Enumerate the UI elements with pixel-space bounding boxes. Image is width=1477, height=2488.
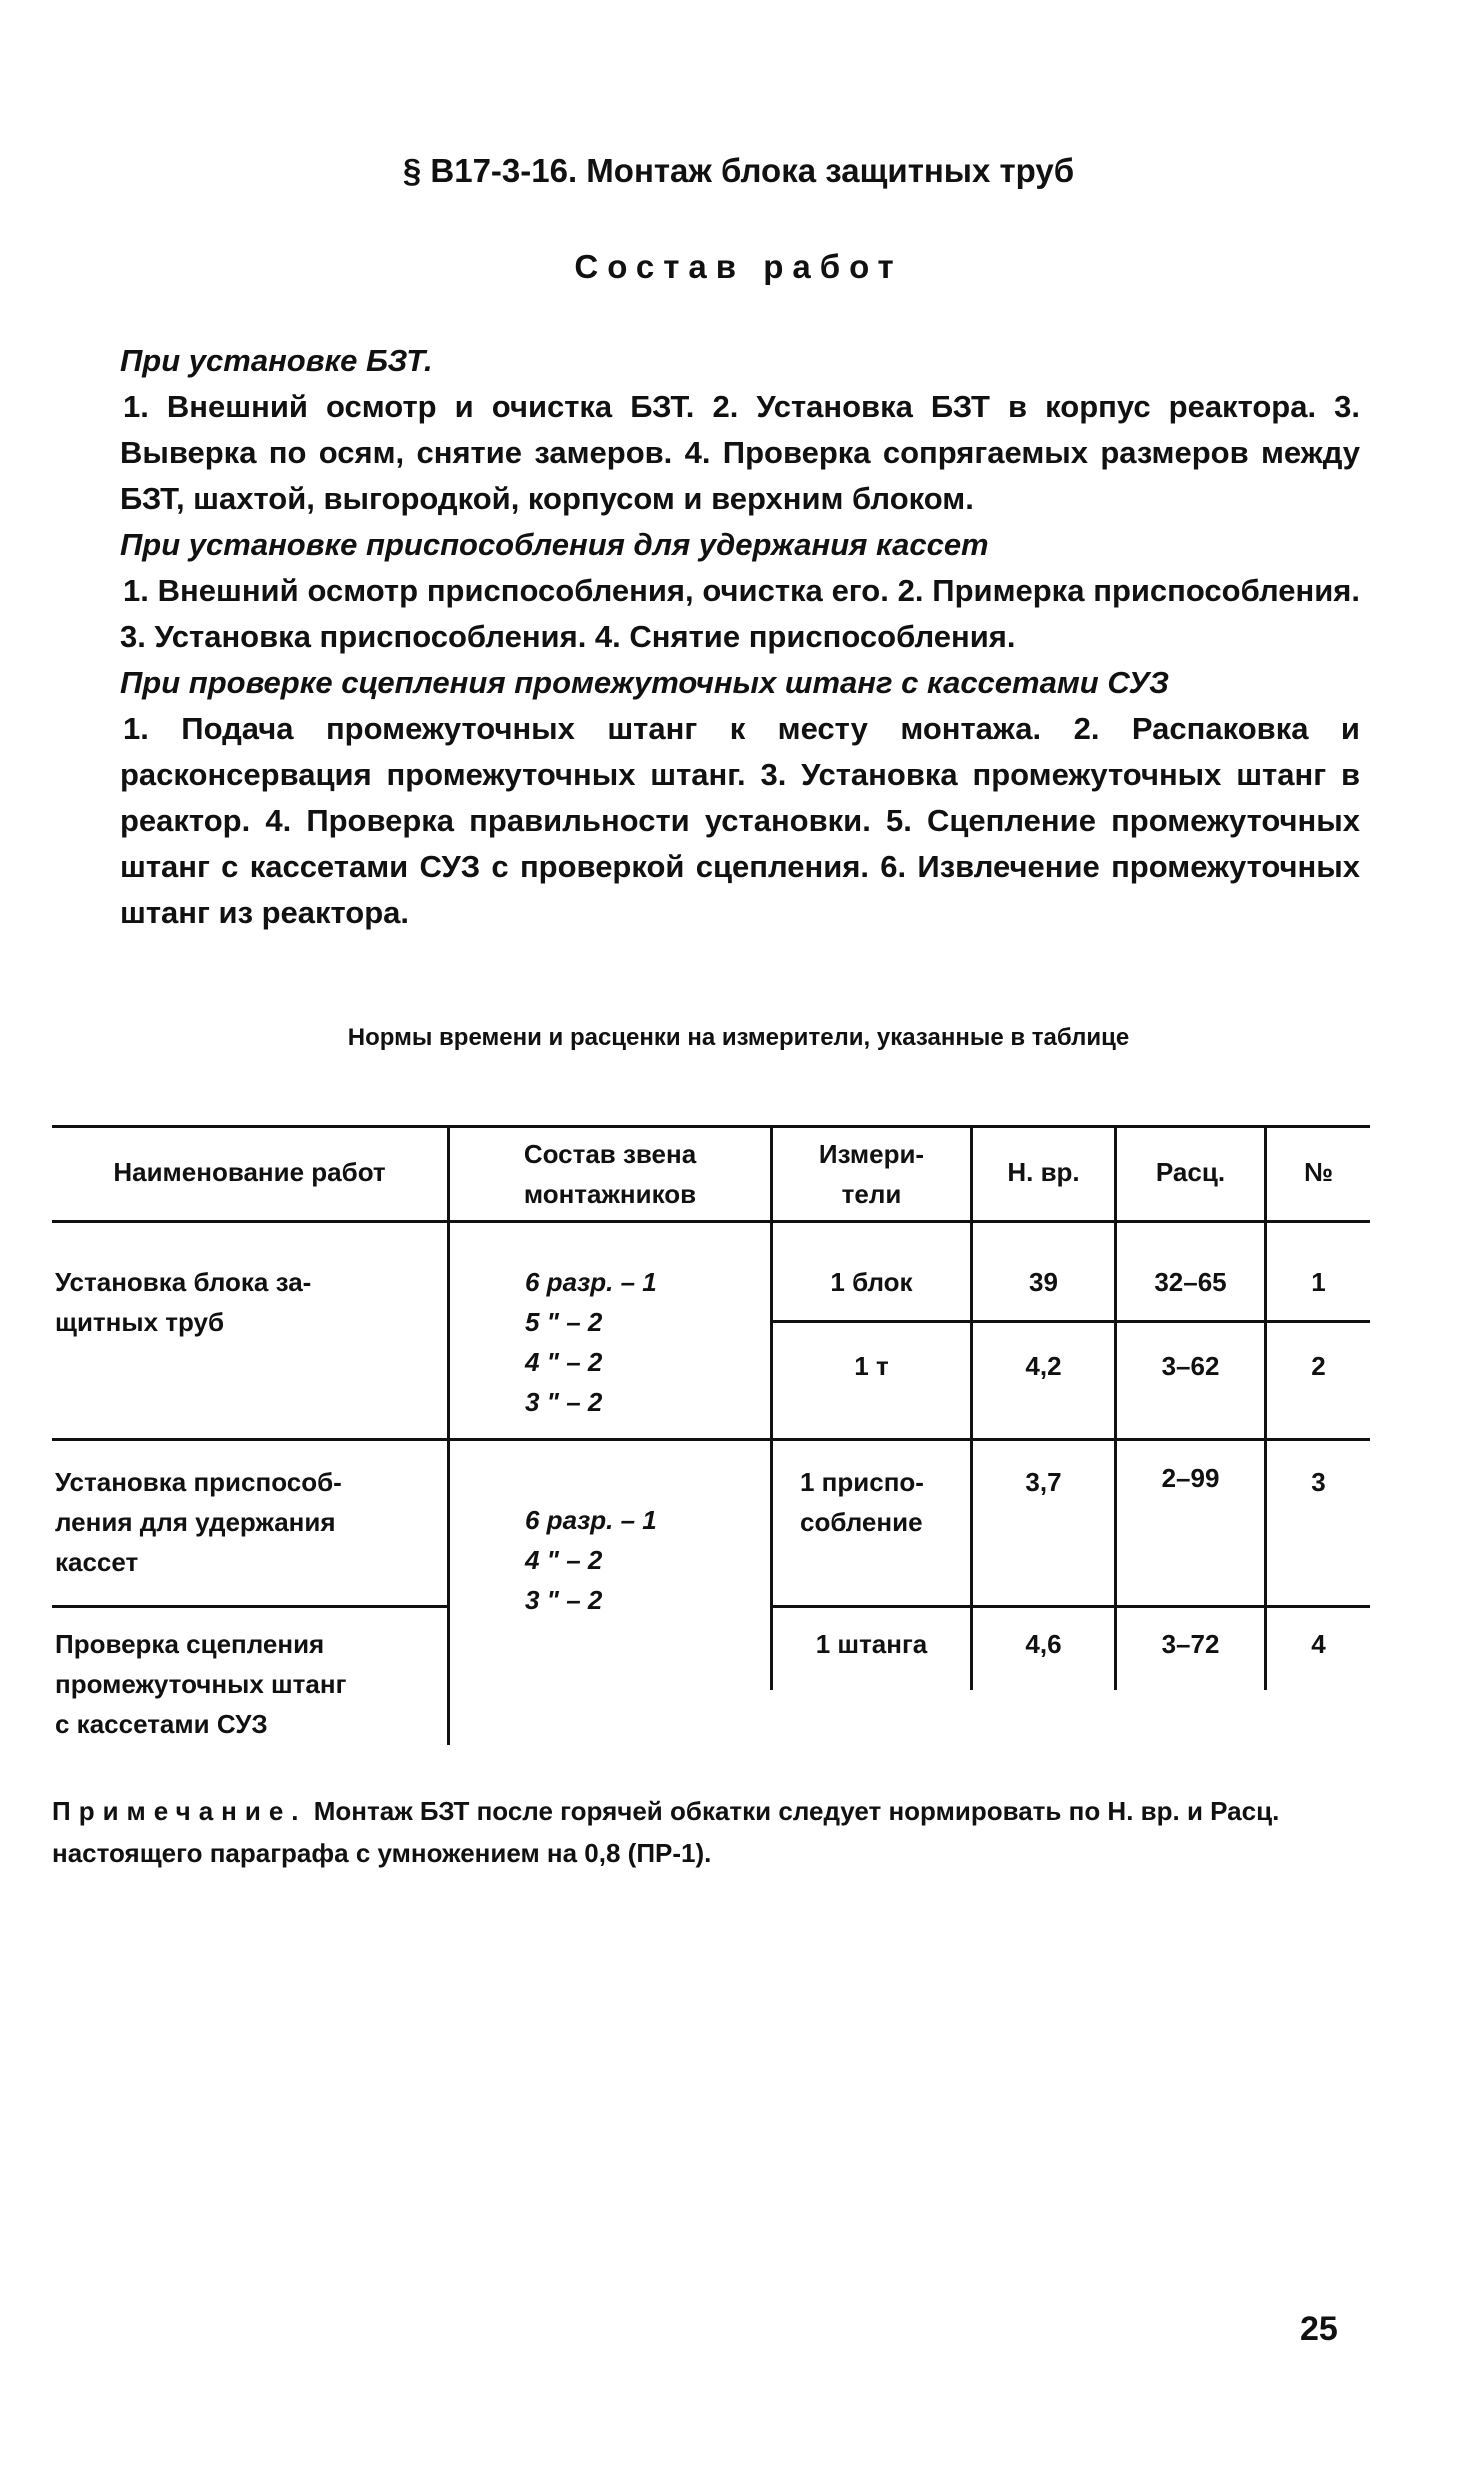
crew-2-line: 4 " – 2 <box>525 1545 603 1575</box>
norm-3: 3,7 <box>1025 1467 1062 1497</box>
crew-2-line: 6 разр. – 1 <box>525 1505 657 1535</box>
unit-4: 1 штанга <box>815 1629 928 1659</box>
work-group-3-text: 1. Подача промежуточных штанг к месту монтажа. 2. Распаковка и расконсервация промежуточных штанг. 3. Установка промежуточных штанг в реактор. 4. Проверка правильности установки. 5. Сцепление промежуточных штанг с кассетами СУЗ с проверкой сцепления. 6. Извлечение промежуточных штанг из реактора. <box>120 711 1360 930</box>
crew-1-line: 5 " – 2 <box>525 1307 603 1337</box>
work-group-2-text: 1. Внешний осмотр приспособления, очистка его. 2. Примерка приспособления. 3. Установка приспособления. 4. Снятие приспособления. <box>120 573 1360 654</box>
unit-3-line-1: 1 приспо- <box>800 1467 924 1497</box>
work-name-2-line-2: ления для удержания <box>55 1507 336 1537</box>
price-2: 3–62 <box>1161 1351 1220 1381</box>
header-crew-line-2: монтажников <box>523 1179 697 1209</box>
header-norm-time: Н. вр. <box>1007 1157 1080 1187</box>
crew-2 <box>525 1500 765 1620</box>
table-row-rule <box>770 1605 1370 1608</box>
header-work-name: Наименование работ <box>113 1157 386 1187</box>
crew-1 <box>525 1262 765 1422</box>
note-label: Примечание. <box>52 1796 307 1826</box>
work-name-3-line-1: Проверка сцепления <box>55 1629 325 1659</box>
work-group-1-subtitle: При установке БЗТ. <box>120 343 433 378</box>
unit-3 <box>800 1462 970 1542</box>
num-3: 3 <box>1311 1467 1326 1497</box>
table-top-rule <box>52 1125 1370 1128</box>
note <box>52 1790 1372 1874</box>
header-crew-line-1: Состав звена <box>523 1139 697 1169</box>
crew-1-line: 3 " – 2 <box>525 1387 603 1417</box>
price-1: 32–65 <box>1154 1267 1227 1297</box>
note-text: Монтаж БЗТ после горячей обкатки следует нормировать по Н. вр. и Расц. настоящего параграфа с умножением на 0,8 (ПР-1). <box>52 1796 1280 1868</box>
work-name-2-line-1: Установка приспособ- <box>55 1467 342 1497</box>
unit-3-line-2: собление <box>800 1507 923 1537</box>
work-group-1 <box>120 338 1360 522</box>
page-number: 25 <box>1300 2310 1338 2348</box>
price-4: 3–72 <box>1161 1629 1220 1659</box>
table-row-rule <box>52 1438 1370 1441</box>
work-composition-title: Состав работ <box>574 248 903 285</box>
section-title: § В17-3-16. Монтаж блока защитных труб <box>402 152 1075 189</box>
table-header-rule <box>52 1220 1370 1223</box>
table-column-rule <box>1114 1125 1117 1690</box>
work-name-1 <box>55 1262 440 1342</box>
work-group-2-subtitle: При установке приспособления для удержания кассет <box>120 527 989 562</box>
work-group-2 <box>120 522 1360 660</box>
header-unit-line-1: Измери- <box>818 1139 925 1169</box>
work-group-1-text: 1. Внешний осмотр и очистка БЗТ. 2. Установка БЗТ в корпус реактора. 3. Выверка по осям, снятие замеров. 4. Проверка сопрягаемых размеров между БЗТ, шахтой, выгородкой, корпусом и верхним блоком. <box>120 389 1360 516</box>
work-name-3 <box>55 1624 440 1744</box>
table-row-rule <box>52 1605 447 1608</box>
price-3: 2–99 <box>1161 1463 1220 1493</box>
crew-1-line: 6 разр. – 1 <box>525 1267 657 1297</box>
table-column-rule <box>970 1125 973 1690</box>
table-column-rule <box>1264 1125 1267 1690</box>
header-price: Расц. <box>1155 1157 1226 1187</box>
work-name-3-line-3: с кассетами СУЗ <box>55 1709 268 1739</box>
work-name-3-line-2: промежуточных штанг <box>55 1669 347 1699</box>
num-4: 4 <box>1311 1629 1326 1659</box>
work-group-3 <box>120 660 1360 936</box>
crew-2-line: 3 " – 2 <box>525 1585 603 1615</box>
unit-2: 1 т <box>854 1351 889 1381</box>
num-2: 2 <box>1311 1351 1326 1381</box>
norm-1: 39 <box>1029 1267 1058 1297</box>
table-row-rule <box>770 1320 1370 1323</box>
header-unit <box>773 1134 970 1214</box>
header-crew <box>450 1134 770 1214</box>
work-name-1-line-1: Установка блока за- <box>55 1267 312 1297</box>
work-group-3-subtitle: При проверке сцепления промежуточных штанг с кассетами СУЗ <box>120 665 1170 700</box>
norm-2: 4,2 <box>1025 1351 1062 1381</box>
table-column-rule <box>447 1125 450 1745</box>
work-name-1-line-2: щитных труб <box>55 1307 225 1337</box>
num-1: 1 <box>1311 1267 1326 1297</box>
header-unit-line-2: тели <box>841 1179 902 1209</box>
work-name-2 <box>55 1462 440 1582</box>
norm-4: 4,6 <box>1025 1629 1062 1659</box>
unit-1: 1 блок <box>830 1267 913 1297</box>
work-name-2-line-3: кассет <box>55 1547 139 1577</box>
header-number: № <box>1304 1157 1333 1187</box>
table-caption: Нормы времени и расценки на измерители, указанные в таблице <box>347 1024 1130 1051</box>
crew-1-line: 4 " – 2 <box>525 1347 603 1377</box>
